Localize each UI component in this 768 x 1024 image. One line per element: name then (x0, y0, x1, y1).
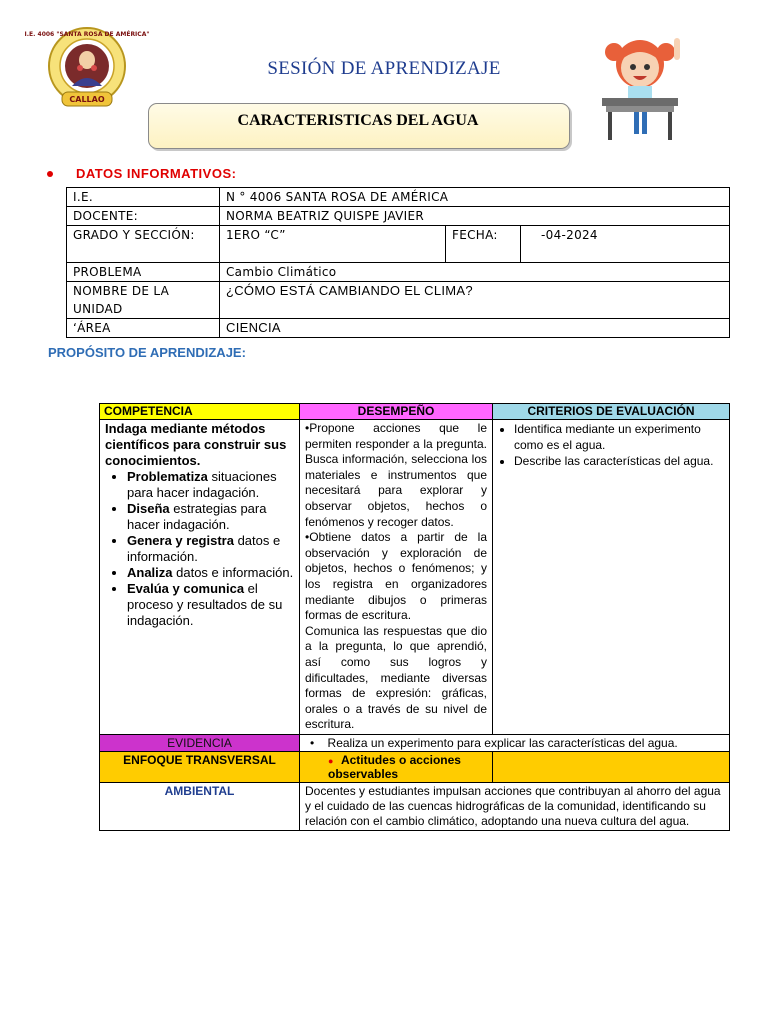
table-row (67, 282, 730, 319)
table-row (67, 319, 730, 338)
table-row (100, 420, 730, 735)
competencia-cell (100, 420, 300, 735)
competencia-title: Indaga mediante métodos científicos para construir sus conocimientos. (105, 421, 287, 468)
value-ie: N ° 4006 SANTA ROSA DE AMÉRICA (220, 188, 730, 207)
ambiental-label: AMBIENTAL (100, 782, 300, 830)
label-area: ‘ÁREA (67, 319, 220, 338)
list-item: • Describe las características del agua. (514, 453, 724, 469)
seal-city-text: CALLAO (69, 95, 105, 104)
value-docente: NORMA BEATRIZ QUISPE JAVIER (220, 207, 730, 226)
value-fecha: -04-2024 (521, 226, 730, 263)
enfoque-row (100, 751, 730, 782)
table-row (67, 263, 730, 282)
table-row (67, 207, 730, 226)
proposito-table (99, 403, 730, 831)
page-title: SESIÓN DE APRENDIZAJE (267, 58, 501, 79)
enfoque-empty-cell (493, 751, 730, 782)
list-item: • Problematiza situaciones para hacer indagación. (127, 469, 294, 501)
list-item: • Identifica mediante un experimento como es el agua. (514, 421, 724, 453)
list-item: • Diseña estrategias para hacer indagación. (127, 501, 294, 533)
student-at-desk-illustration (592, 34, 688, 142)
datos-heading: DATOS INFORMATIVOS: (76, 166, 237, 181)
bullet-icon: ● (328, 755, 341, 766)
table-header-row (100, 404, 730, 420)
list-item: • Evalúa y comunica el proceso y resultados de su indagación. (127, 581, 294, 629)
table-row (67, 188, 730, 207)
desempeno-paragraph: •Propone acciones que le permiten responder a la pregunta. Busca información, selecciona los materiales e instrumentos que necesitará para explorar y observar objetos, hechos o fenómenos y recoger datos. (305, 421, 487, 529)
header-desempeno: DESEMPEÑO (300, 404, 493, 420)
list-item: • Analiza datos e información. (127, 565, 294, 581)
datos-table (66, 187, 730, 338)
criterios-list (498, 421, 724, 469)
topic-title: CARACTERISTICAS DEL AGUA (237, 112, 479, 129)
label-ie: I.E. (67, 188, 220, 207)
criterios-cell (493, 420, 730, 735)
capacidades-list (105, 469, 294, 629)
desempeno-cell (300, 420, 493, 735)
evidencia-cell (300, 734, 730, 751)
label-unidad: NOMBRE DE LA UNIDAD (67, 282, 220, 319)
bullet-icon (47, 171, 53, 177)
value-problema: Cambio Climático (220, 263, 730, 282)
desempeno-paragraph: Comunica las respuestas que dio a la pregunta, lo que aprendió, así como sus logros y dificultades, mediante diversas formas de expresión: gráficas, orales o a través de su nivel de escritura. (305, 623, 487, 732)
value-unidad: ¿CÓMO ESTÁ CAMBIANDO EL CLIMA? (220, 282, 730, 319)
header-criterios: CRITERIOS DE EVALUACIÓN (493, 404, 730, 420)
actitudes-label: Actitudes o acciones observables (328, 752, 461, 781)
evidencia-row (100, 734, 730, 751)
label-fecha: FECHA: (446, 226, 521, 263)
ambiental-row (100, 782, 730, 830)
evidencia-text: Realiza un experimento para explicar las características del agua. (327, 735, 678, 750)
enfoque-label: ENFOQUE TRANSVERSAL (100, 751, 300, 782)
actitudes-cell (300, 751, 493, 782)
desempeno-paragraph: •Obtiene datos a partir de la observación y exploración de objetos, hechos o fenómenos; y los registra en organizadores mediante dibujos o primeras formas de escritura. (305, 530, 487, 623)
evidencia-label: EVIDENCIA (100, 734, 300, 751)
proposito-heading: PROPÓSITO DE APRENDIZAJE: (48, 345, 246, 360)
label-grado: GRADO Y SECCIÓN: (67, 226, 220, 263)
label-docente: DOCENTE: (67, 207, 220, 226)
header-competencia: COMPETENCIA (100, 404, 300, 420)
table-row (67, 226, 730, 263)
list-item: • Genera y registra datos e información. (127, 533, 294, 565)
label-problema: PROBLEMA (67, 263, 220, 282)
bullet-icon: • (310, 735, 328, 750)
ambiental-text: Docentes y estudiantes impulsan acciones que contribuyan al ahorro del agua y el cuidado de las cuencas hidrográficas de la comunidad, identificando su relación con el cambio climático, adoptando una nueva cultura del agua. (300, 782, 730, 830)
value-area: CIENCIA (220, 319, 730, 338)
value-grado: 1ERO “C” (220, 226, 446, 263)
seal-name-text: I.E. 4006 "SANTA ROSA DE AMÉRICA" (24, 31, 150, 38)
